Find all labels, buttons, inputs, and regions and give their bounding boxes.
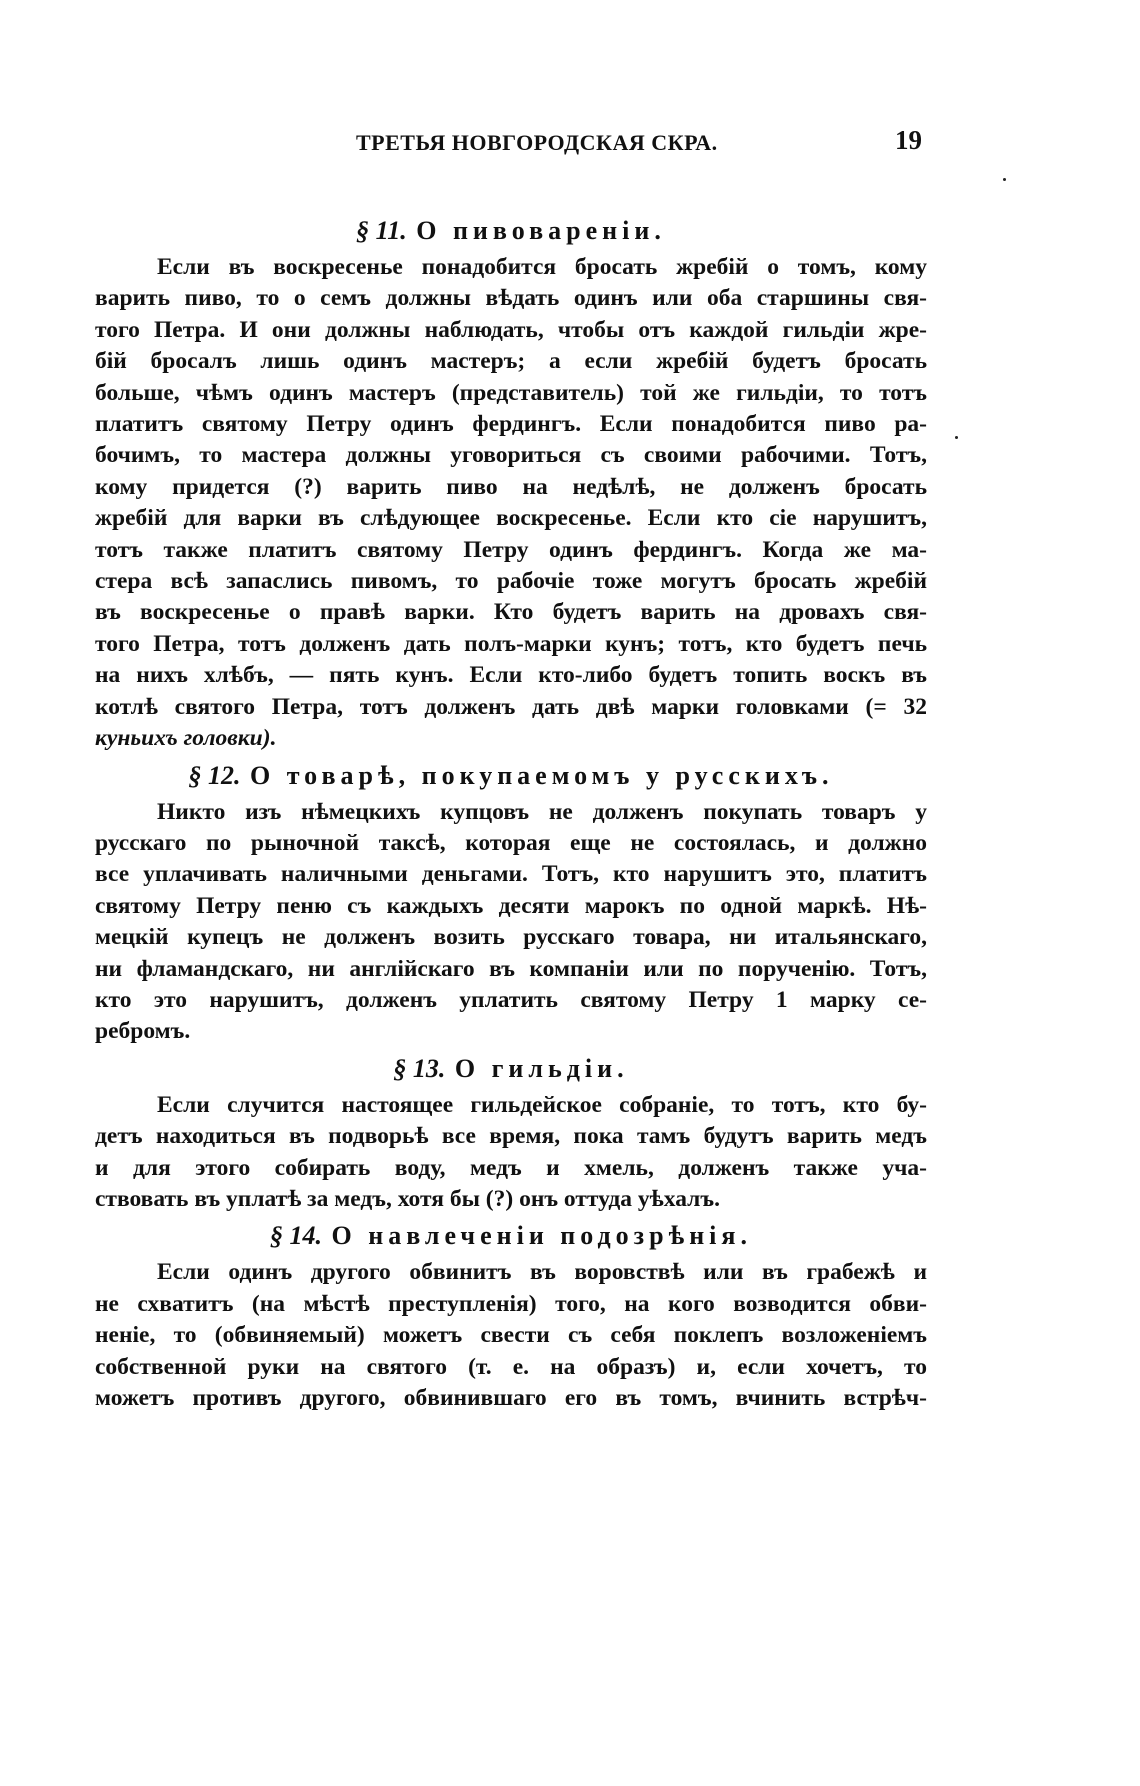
text-line: на нихъ хлѣбъ, — пять кунъ. Если кто-либо будетъ топить воскъ въ	[95, 662, 927, 689]
section-heading	[95, 755, 927, 797]
text-line	[95, 723, 927, 754]
section-number: § 11.	[356, 216, 407, 245]
text-line: святому Петру пеню съ каждыхъ десяти марокъ по одной маркѣ. Нѣ-	[95, 892, 927, 919]
text-line: бочимъ, то мастера должны уговориться съ своими рабочими. Тотъ,	[95, 442, 927, 469]
text-line: того Петра, тотъ долженъ дать полъ-марки кунъ; тотъ, кто будетъ печь	[95, 630, 927, 657]
text-line: кто это нарушитъ, долженъ уплатить святому Петру 1 марку се-	[95, 986, 927, 1013]
section-paragraph	[95, 1090, 927, 1216]
text-line: Никто изъ нѣмецкихъ купцовъ не долженъ покупать товаръ у	[157, 798, 927, 825]
text-line: тотъ также платитъ святому Петру одинъ фердингъ. Когда же ма-	[95, 536, 927, 563]
text-line: въ воскресенье о правѣ варки. Кто будетъ варить на дровахъ свя-	[95, 599, 927, 626]
text-line: Если въ воскресенье понадобится бросать жребій о томъ, кому	[157, 254, 927, 280]
section-heading	[95, 210, 927, 252]
text-line: того Петра. И они должны наблюдать, чтобы отъ каждой гильдіи жре-	[95, 316, 927, 343]
text-line: ствовать въ уплатѣ за медъ, хотя бы (?) онъ оттуда уѣхалъ.	[95, 1185, 720, 1212]
text-line: Если одинъ другого обвинитъ въ воровствѣ или въ грабежѣ и	[157, 1259, 927, 1286]
text-line: Если случится настоящее гильдейское собраніе, то тотъ, кто бу-	[157, 1091, 927, 1118]
section-title: О пивовареніи.	[416, 216, 666, 245]
section-heading	[95, 1215, 927, 1257]
main-text	[95, 210, 927, 1414]
text-line: русскаго по рыночной таксѣ, которая еще не состоялась, и должно	[95, 829, 927, 856]
section-title: О навлеченіи подозрѣнія.	[331, 1221, 752, 1251]
text-line: бій бросалъ лишь одинъ мастеръ; а если жребій будетъ бросать	[95, 348, 927, 375]
text-line: жребій для варки въ слѣдующее воскресенье. Если кто сіе нарушитъ,	[95, 505, 927, 532]
section-title: О товарѣ, покупаемомъ у русскихъ.	[250, 760, 834, 790]
text-line: ни фламандскаго, ни англійскаго въ компаніи или по порученію. Тотъ,	[95, 955, 927, 982]
text-line: платитъ святому Петру одинъ фердингъ. Если понадобится пиво ра-	[95, 411, 927, 438]
section-number: § 12.	[188, 760, 241, 790]
print-speck	[1003, 178, 1006, 181]
section-paragraph	[95, 797, 927, 1048]
text-line: собственной руки на святого (т. е. на образъ) и, если хочетъ, то	[95, 1353, 927, 1380]
text-line: варить пиво, то о семъ должны вѣдать одинъ или оба старшины свя-	[95, 285, 927, 312]
section-number: § 14.	[270, 1221, 323, 1251]
section-title: О гильдіи.	[454, 1053, 629, 1083]
section-paragraph	[95, 252, 927, 755]
print-speck	[955, 436, 958, 439]
italic-text: куньихъ головки).	[95, 725, 277, 752]
section-heading	[95, 1048, 927, 1090]
section-paragraph	[95, 1257, 927, 1414]
page-number: 19	[895, 125, 922, 155]
text-line: стера всѣ запаслись пивомъ, то рабочіе тоже могутъ бросать жребій	[95, 568, 927, 595]
text-line: больше, чѣмъ одинъ мастеръ (представитель) той же гильдіи, то тотъ	[95, 379, 927, 406]
text-line: неніе, то (обвиняемый) можетъ свести съ себя поклепъ возложеніемъ	[95, 1322, 927, 1349]
text-line: котлѣ святого Петра, тотъ долженъ дать двѣ марки головками (= 32	[95, 693, 927, 720]
section-number: § 13.	[393, 1053, 446, 1083]
text-line: детъ находиться въ подворьѣ все время, пока тамъ будутъ варить медъ	[95, 1123, 927, 1150]
text-line: кому придется (?) варить пиво на недѣлѣ, не долженъ бросать	[95, 473, 927, 500]
text-line: не схватитъ (на мѣстѣ преступленія) того, на кого возводится обви-	[95, 1290, 927, 1317]
text-line: все уплачивать наличными деньгами. Тотъ, кто нарушитъ это, платитъ	[95, 861, 927, 888]
running-head: ТРЕТЬЯ НОВГОРОДСКАЯ СКРА.	[356, 130, 718, 155]
text-line: можетъ противъ другого, обвинившаго его въ томъ, вчинить встрѣч-	[95, 1385, 927, 1411]
text-line: мецкій купецъ не долженъ возить русскаго товара, ни итальянскаго,	[95, 924, 927, 951]
text-line: ребромъ.	[95, 1018, 191, 1045]
text-line: и для этого собирать воду, медъ и хмель, долженъ также уча-	[95, 1154, 927, 1181]
